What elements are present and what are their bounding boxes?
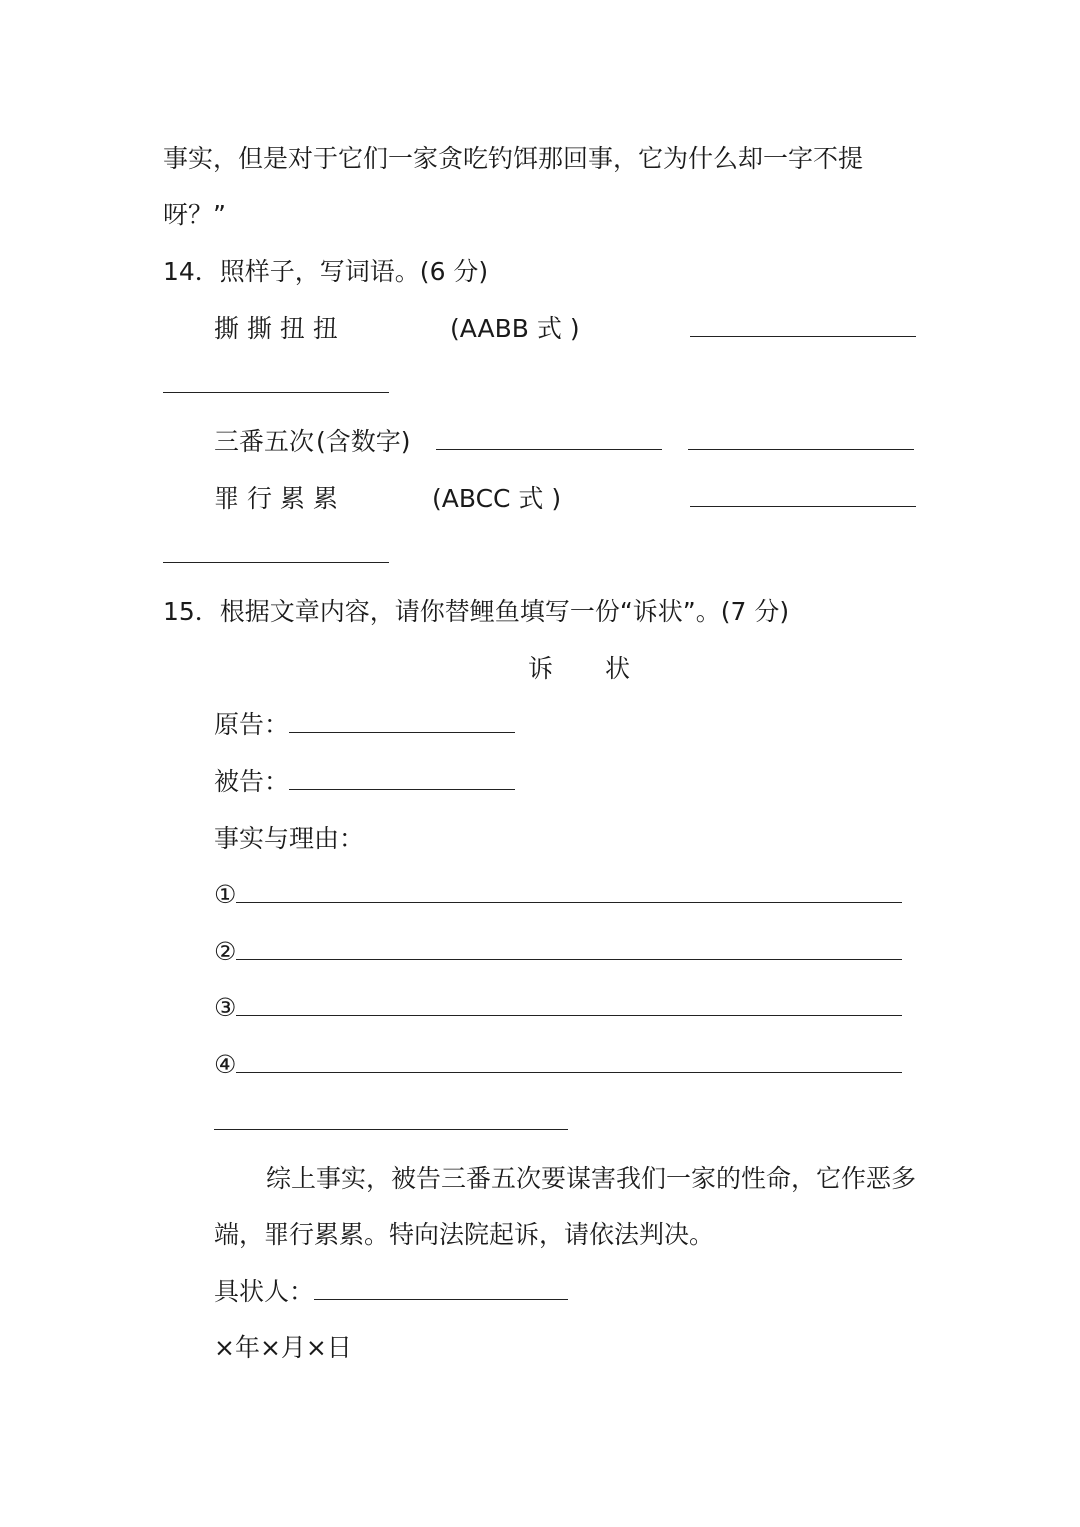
q14-example-3-word: 罪 行 累 累: [214, 484, 338, 513]
defendant-row: [214, 765, 515, 799]
passage-line-1: 事实，但是对于它们一家贪吃钓饵那回事，它为什么却一字不提: [163, 144, 864, 173]
fact-item-number: ③: [214, 993, 237, 1022]
facts-label: 事实与理由：: [214, 824, 365, 853]
q14-answer-blank-2b[interactable]: [688, 425, 914, 459]
form-title: 诉 状: [528, 654, 652, 683]
fact-item-number: ①: [214, 880, 237, 909]
plaintiff-row: [214, 708, 515, 742]
date-line: ×年×月×日: [214, 1333, 352, 1362]
q14-answer-blank-1[interactable]: [690, 312, 916, 346]
q14-example-1-pattern: (AABB 式 ): [450, 314, 580, 343]
signer-blank[interactable]: [314, 1277, 568, 1300]
fact-item-blank[interactable]: [236, 993, 902, 1016]
fact-item-3: [214, 991, 902, 1025]
q14-heading: 14．照样子，写词语。(6 分): [163, 257, 489, 286]
passage-line-2: 呀？”: [163, 200, 226, 229]
q15-heading: 15．根据文章内容，请你替鲤鱼填写一份“诉状”。(7 分): [163, 597, 790, 626]
fact-item-blank[interactable]: [236, 937, 902, 960]
plaintiff-label: 原告：: [214, 710, 290, 739]
conclusion-line-1: 综上事实，被告三番五次要谋害我们一家的性命，它作恶多: [266, 1164, 917, 1193]
q14-answer-blank-3[interactable]: [690, 482, 916, 516]
fact-item-4: [214, 1048, 902, 1082]
q14-example-1-word: 撕 撕 扭 扭: [214, 314, 338, 343]
conclusion-line-2: 端，罪行累累。特向法院起诉，请依法判决。: [214, 1220, 715, 1249]
fact-item-1: [214, 878, 902, 912]
q14-example-2-pattern: (含数字): [316, 427, 411, 456]
defendant-blank[interactable]: [289, 767, 515, 790]
q14-example-2-word: 三番五次: [214, 427, 315, 456]
fact-item-number: ②: [214, 937, 237, 966]
fact-item-blank[interactable]: [236, 880, 902, 903]
fact-item-blank[interactable]: [236, 1050, 902, 1073]
q14-answer-blank-1-cont[interactable]: [163, 368, 389, 402]
fact-item-4-cont[interactable]: [214, 1105, 568, 1139]
q14-example-3-pattern: (ABCC 式 ): [432, 484, 562, 513]
signer-label: 具状人：: [214, 1277, 315, 1306]
defendant-label: 被告：: [214, 767, 290, 796]
fact-item-2: [214, 935, 902, 969]
q14-answer-blank-3-cont[interactable]: [163, 538, 389, 572]
plaintiff-blank[interactable]: [289, 710, 515, 733]
signer-row: [214, 1275, 568, 1309]
fact-item-number: ④: [214, 1050, 237, 1079]
q14-answer-blank-2a[interactable]: [436, 425, 662, 459]
